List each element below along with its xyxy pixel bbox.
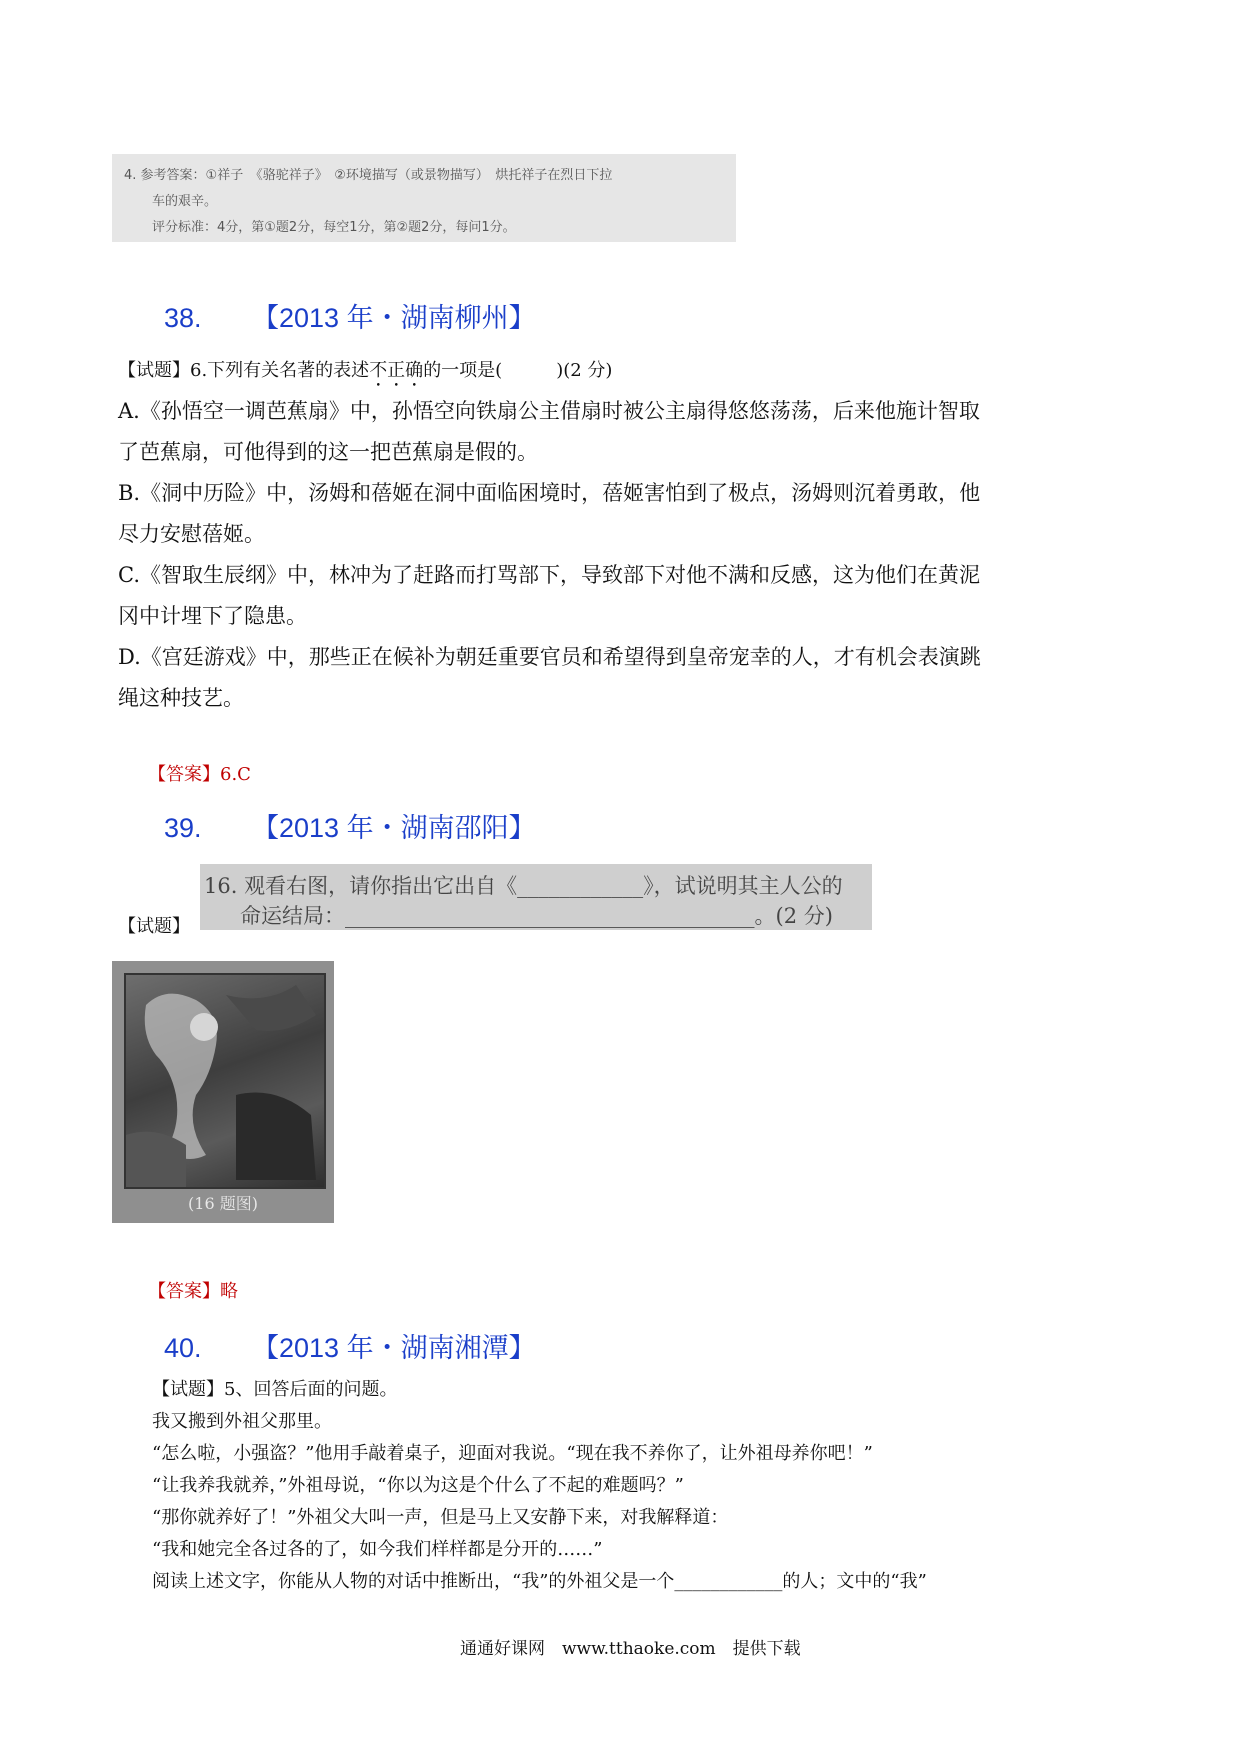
- passage-line-1: 我又搬到外祖父那里。: [152, 1411, 332, 1432]
- option-d-line-2: 绳这种技艺。: [118, 686, 244, 710]
- question-40-body: [152, 1374, 927, 1598]
- question-38-body: [118, 350, 1138, 719]
- illustration-image: [112, 961, 334, 1223]
- option-c-line-2: 冈中计埋下了隐患。: [118, 604, 307, 628]
- question-tag: 【试题】: [152, 1379, 224, 1400]
- answer-value: 6.C: [220, 764, 251, 785]
- option-b-line-2: 尽力安慰蓓姬。: [118, 522, 265, 546]
- scanned-answer-image: [112, 154, 736, 242]
- question-number: 39.: [164, 813, 202, 843]
- option-d-line-1: D.《宫廷游戏》中，那些正在候补为朝廷重要官员和希望得到皇帝宠幸的人，才有机会表演跳: [118, 645, 981, 669]
- question-tag: 【试题】: [118, 916, 190, 937]
- passage-line-2: “怎么啦，小强盗？”他用手敲着桌子，迎面对我说。“现在我不养你了，让外祖母养你吧！”: [152, 1443, 873, 1464]
- scan-answer-line-1: 4. 参考答案：①祥子 《骆驼祥子》 ②环境描写（或景物描写） 烘托祥子在烈日下拉: [124, 168, 613, 183]
- option-c-line-1: C.《智取生辰纲》中，林冲为了赶路而打骂部下，导致部下对他不满和反感，这为他们在黄泥: [118, 563, 980, 587]
- passage-line-3: “让我养我就养，”外祖母说，“你以为这是个什么了不起的难题吗？”: [152, 1475, 684, 1496]
- question-number: 40.: [164, 1333, 202, 1363]
- answer-tag: 【答案】: [148, 764, 220, 785]
- option-b-line-1: B.《洞中历险》中，汤姆和蓓姬在洞中面临困境时，蓓姬害怕到了极点，汤姆则沉着勇敢，他: [118, 481, 981, 505]
- question-stem: 【试题】6.下列有关名著的表述不正确的一项是( )(2 分): [118, 360, 613, 381]
- page-footer: 通通好课网 www.tthaoke.com 提供下载: [460, 1639, 801, 1659]
- question-tag: 【试题】: [118, 360, 190, 381]
- illustration-caption: (16 题图): [188, 1194, 258, 1213]
- mermaid-illustration: [124, 973, 326, 1189]
- scan-question-line-2: 命运结局：_______________________________________。(2 分): [240, 904, 833, 928]
- question-source: 【2013 年・湖南柳州】: [252, 303, 536, 333]
- scan-answer-line-2: 车的艰辛。: [152, 194, 218, 209]
- answer-value: 略: [220, 1281, 238, 1302]
- question-39-heading: [164, 806, 536, 845]
- question-source: 【2013 年・湖南湘潭】: [252, 1333, 536, 1363]
- question-source: 【2013 年・湖南邵阳】: [252, 813, 536, 843]
- scan-question-line-1: 16. 观看右图，请你指出它出自《____________》，试说明其主人公的: [204, 874, 843, 898]
- emphasis-text: 不正确: [369, 360, 424, 381]
- passage-line-5: “我和她完全各过各的了，如今我们样样都是分开的……”: [152, 1539, 603, 1560]
- illustration-drawing: [126, 975, 324, 1187]
- question-39-answer: [148, 1277, 238, 1303]
- passage-line-4: “那你就养好了！”外祖父大叫一声，但是马上又安静下来，对我解释道：: [152, 1507, 729, 1528]
- answer-tag: 【答案】: [148, 1281, 220, 1302]
- question-stem: 【试题】5、回答后面的问题。: [152, 1379, 398, 1400]
- question-prompt: 阅读上述文字，你能从人物的对话中推断出，“我”的外祖父是一个____________的人；文中的“我”: [152, 1571, 927, 1592]
- question-38-answer: [148, 760, 251, 786]
- option-a-line-1: A.《孙悟空一调芭蕉扇》中，孙悟空向铁扇公主借扇时被公主扇得悠悠荡荡，后来他施计智取: [118, 399, 980, 423]
- scanned-question-image: [200, 864, 872, 930]
- option-a-line-2: 了芭蕉扇，可他得到的这一把芭蕉扇是假的。: [118, 440, 538, 464]
- scan-answer-line-3: 评分标准：4分，第①题2分，每空1分，第②题2分，每问1分。: [152, 220, 516, 235]
- question-number: 38.: [164, 303, 202, 333]
- question-40-heading: [164, 1326, 536, 1365]
- question-38-heading: [164, 296, 536, 335]
